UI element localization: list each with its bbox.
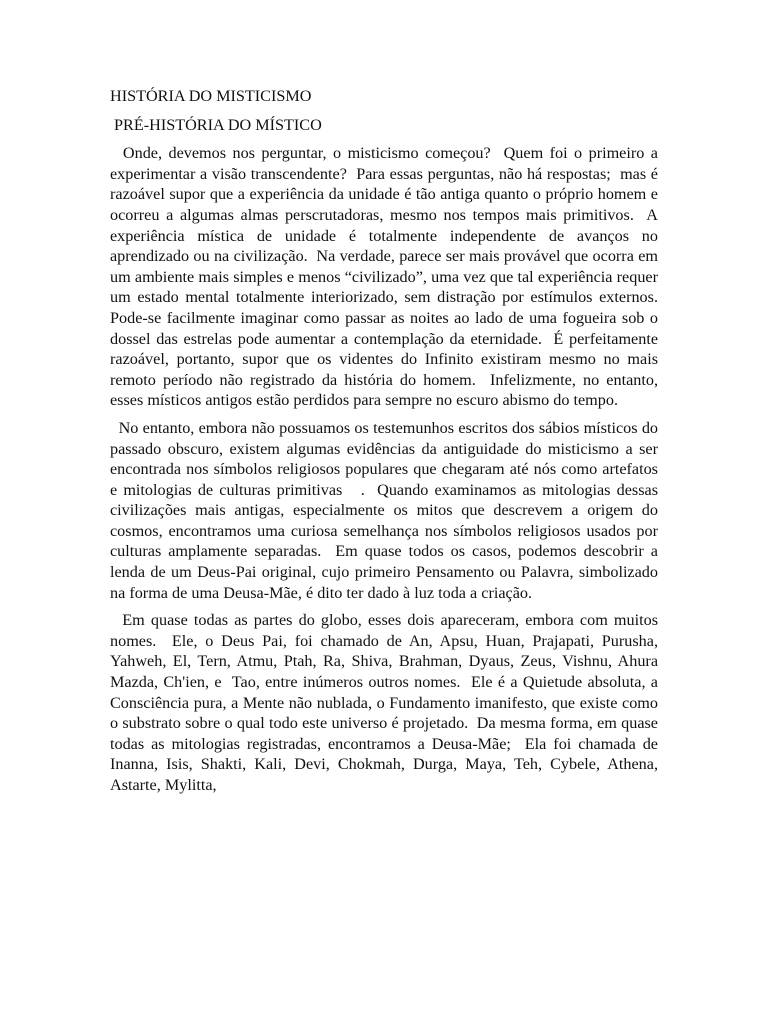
paragraph-1: Onde, devemos nos perguntar, o misticismo começou? Quem foi o primeiro a experimentar a visão transcendente? Para essas perguntas, não há respostas; mas é razoável supor que a experiência da unidade é tão antiga quanto o próprio homem e ocorreu a algumas almas perscrutadoras, mesmo nos tempos mais primitivos. A experiência mística de unidade é totalmente independente de avanços no aprendizado ou na civilização. Na verdade, parece ser mais provável que ocorra em um ambiente mais simples e menos “civilizado”, uma vez que tal experiência requer um estado mental totalmente interiorizado, sem distração por estímulos externos. Pode-se facilmente imaginar como passar as noites ao lado de uma fogueira sob o dossel das estrelas pode aumentar a contemplação da eternidade. É perfeitamente razoável, portanto, supor que os videntes do Infinito existiram mesmo no mais remoto período não registrado da história do homem. Infelizmente, no entanto, esses místicos antigos estão perdidos para sempre no escuro abismo do tempo. [110,144,667,410]
document-title: HISTÓRIA DO MISTICISMO [110,87,312,105]
paragraph-2: No entanto, embora não possuamos os testemunhos escritos dos sábios místicos do passado obscuro, existem algumas evidências da antiguidade do misticismo a ser encontrada nos símbolos religiosos populares que chegaram até nós como artefatos e mitologias de culturas primitivas . Quando examinamos as mitologias dessas civilizações mais antigas, especialmente os mitos que descrevem a origem do cosmos, encontramos uma curiosa semelhança nos símbolos religiosos usados por culturas amplamente separadas. Em quase todos os casos, podemos descobrir a lenda de um Deus-Pai original, cujo primeiro Pensamento ou Palavra, simbolizado na forma de uma Deusa-Mãe, é dito ter dado à luz toda a criação. [110,418,663,602]
document-subtitle: PRÉ-HISTÓRIA DO MÍSTICO [110,115,322,134]
paragraph-3: Em quase todas as partes do globo, esses dois apareceram, embora com muitos nomes. Ele, o Deus Pai, foi chamado de An, Apsu, Huan, Prajapati, Purusha, Yahweh, El, Tern, Atmu, Ptah, Ra, Shiva, Brahman, Dyaus, Zeus, Vishnu, Ahura Mazda, Ch'ien, e Tao, entre inúmeros outros nomes. Ele é a Quietude absoluta, a Consciência pura, a Mente não nublada, o Fundamento imanifesto, que existe como o substrato sobre o qual todo este universo é projetado. Da mesma forma, em quase todas as mitologias registradas, encontramos a Deusa-Mãe; Ela foi chamada de Inanna, Isis, Shakti, Kali, Devi, Chokmah, Durga, Maya, Teh, Cybele, Athena, Astarte, Mylitta, [110,611,663,794]
document-page [110,86,667,803]
